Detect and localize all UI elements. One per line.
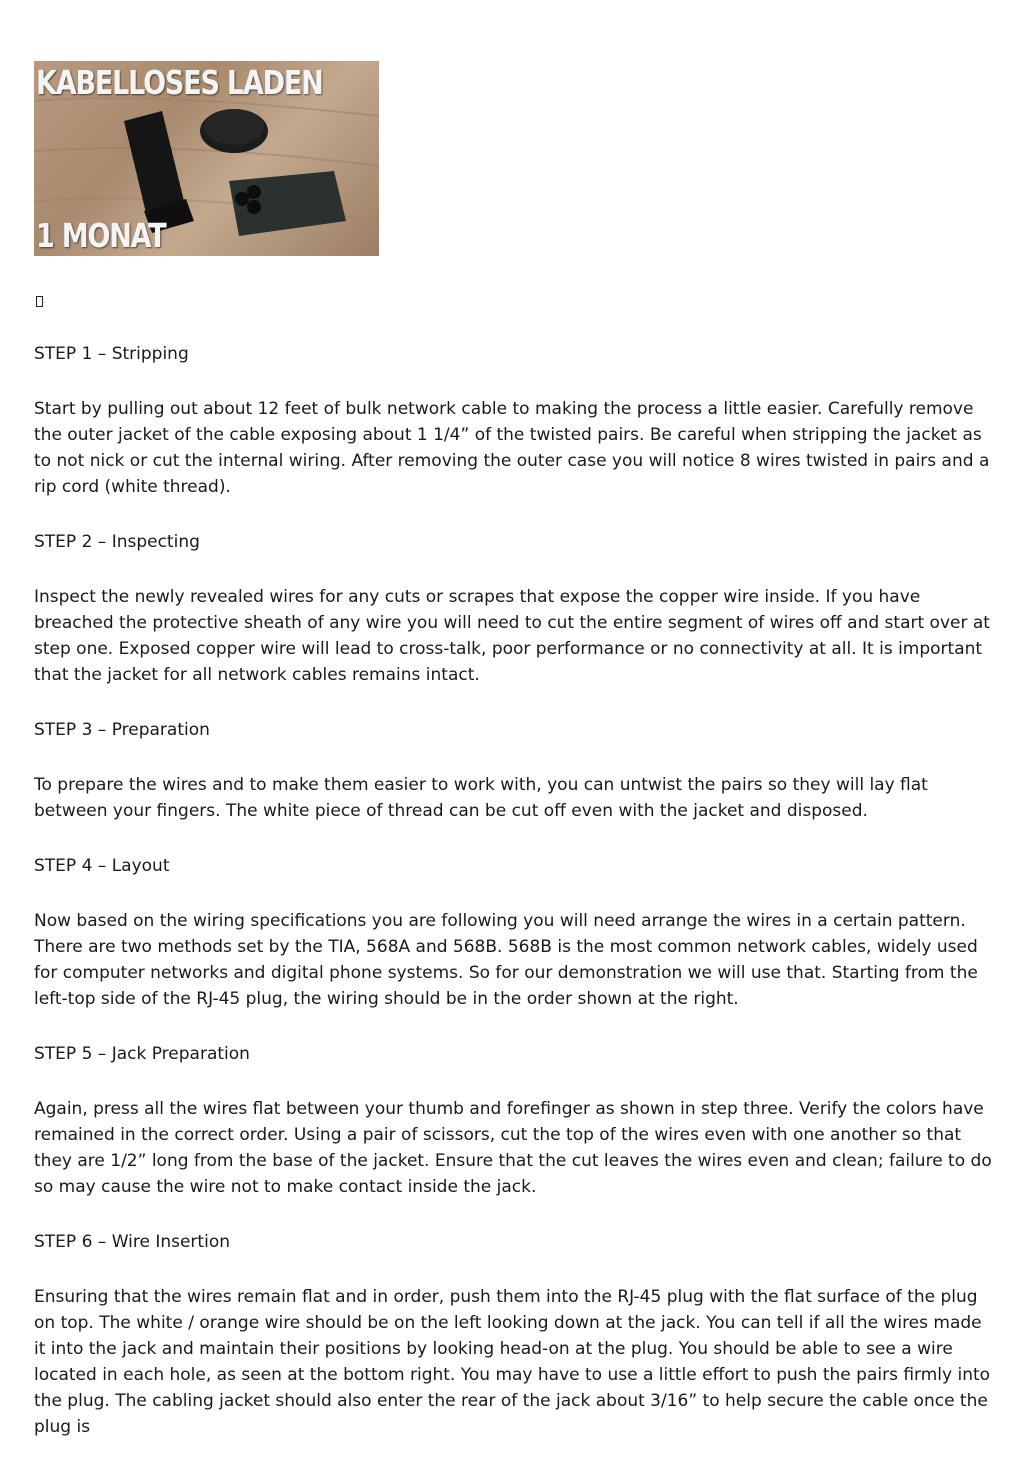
- step-3-body: To prepare the wires and to make them easier to work with, you can untwist the pairs so they will lay flat between your fingers. The white piece of thread can be cut off even with the jacket and disposed.: [34, 775, 928, 821]
- step-5-heading: STEP 5 – Jack Preparation: [34, 1044, 250, 1064]
- step-6-body: Ensuring that the wires remain flat and in order, push them into the RJ-45 plug with the flat surface of the plug on top. The white / orange wire should be on the left looking down at the jack. You can tell if all the wires made it into the jack and maintain their positions by looking head-on at the plug. You should be able to see a wire located in each hole, as seen at the bottom right. You may have to use a little effort to push the pairs firmly into the plug. The cabling jacket should also enter the rear of the jack about 3/16” to help secure the cable once the plug is: [34, 1287, 991, 1437]
- step-4-heading: STEP 4 – Layout: [34, 856, 170, 876]
- hero-title: KABELLOSES LADEN: [36, 63, 323, 102]
- step-4-body: Now based on the wiring specifications you are following you will need arrange the wires in a certain pattern. There are two methods set by the TIA, 568A and 568B. 568B is the most common network cables, widely used for computer networks and digital phone systems. So for our demonstration we will use that. Starting from the left-top side of the RJ-45 plug, the wiring should be in the order shown at the right.: [34, 911, 978, 1009]
- step-1-body: Start by pulling out about 12 feet of bulk network cable to making the process a little easier. Carefully remove the outer jacket of the cable exposing about 1 1/4” of the twisted pairs. Be careful when stripping the jacket as to not nick or cut the internal wiring. After removing the outer case you will notice 8 wires twisted in pairs and a rip cord (white thread).: [34, 399, 990, 497]
- missing-glyph-icon: [36, 296, 43, 307]
- hero-subtitle: 1 MONAT: [36, 216, 166, 255]
- step-2-body: Inspect the newly revealed wires for any cuts or scrapes that expose the copper wire inside. If you have breached the protective sheath of any wire you will need to cut the entire segment of wires off and start over at step one. Exposed copper wire will lead to cross-talk, poor performance or no connectivity at all. It is important that the jacket for all network cables remains intact.: [34, 587, 990, 685]
- step-3-heading: STEP 3 – Preparation: [34, 720, 210, 740]
- step-2-heading: STEP 2 – Inspecting: [34, 532, 200, 552]
- step-1-heading: STEP 1 – Stripping: [34, 344, 189, 364]
- step-5-body: Again, press all the wires flat between your thumb and forefinger as shown in step three. Verify the colors have remained in the correct order. Using a pair of scissors, cut the top of the wires even with one another so that they are 1/2” long from the base of the jacket. Ensure that the cut leaves the wires even and clean; failure to do so may cause the wire not to make contact inside the jack.: [34, 1099, 992, 1197]
- step-6-heading: STEP 6 – Wire Insertion: [34, 1232, 230, 1252]
- hero-image: [34, 61, 379, 256]
- article-content: [34, 341, 994, 1440]
- document-page: [34, 61, 994, 1469]
